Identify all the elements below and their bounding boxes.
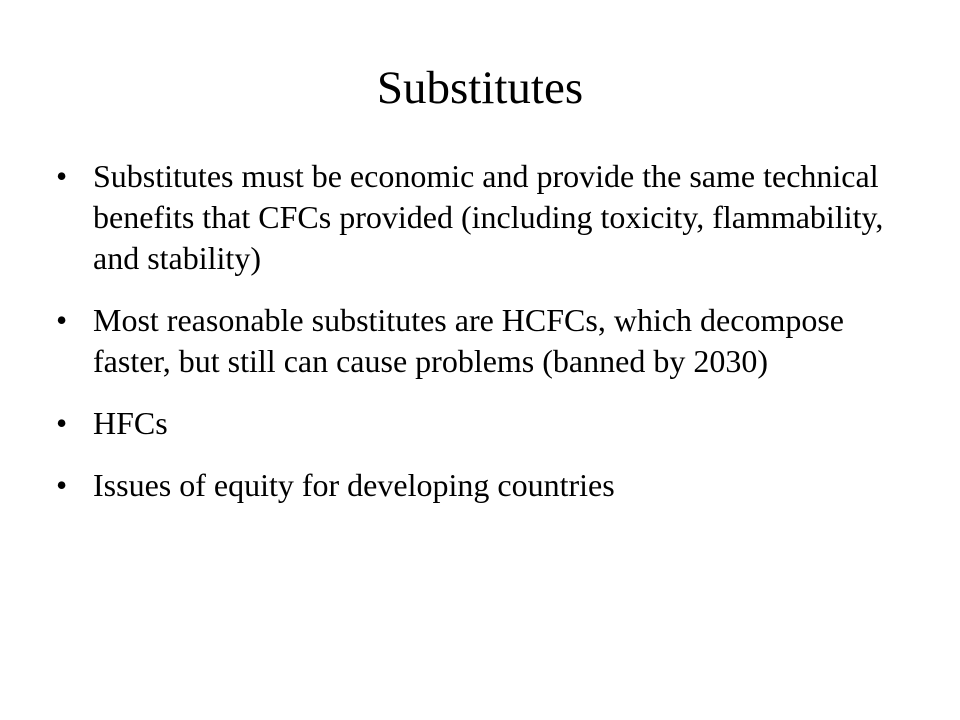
bullet-dot-icon: • [56,405,68,441]
bullet-item [56,403,926,444]
bullet-dot-icon: • [56,302,68,338]
bullet-dot-icon: • [56,467,68,503]
bullet-text: HFCs [93,405,168,441]
bullet-text: Issues of equity for developing countries [93,467,615,503]
bullet-item [56,156,926,279]
bullet-item [56,300,926,382]
slide-title: Substitutes [376,62,584,114]
bullet-list [56,156,926,527]
bullet-text: Substitutes must be economic and provide the same technical benefits that CFCs provided (including toxicity, flammability, and stability) [93,158,884,276]
bullet-text: Most reasonable substitutes are HCFCs, which decompose faster, but still can cause problems (banned by 2030) [93,302,844,379]
bullet-item [56,465,926,506]
bullet-dot-icon: • [56,158,68,194]
